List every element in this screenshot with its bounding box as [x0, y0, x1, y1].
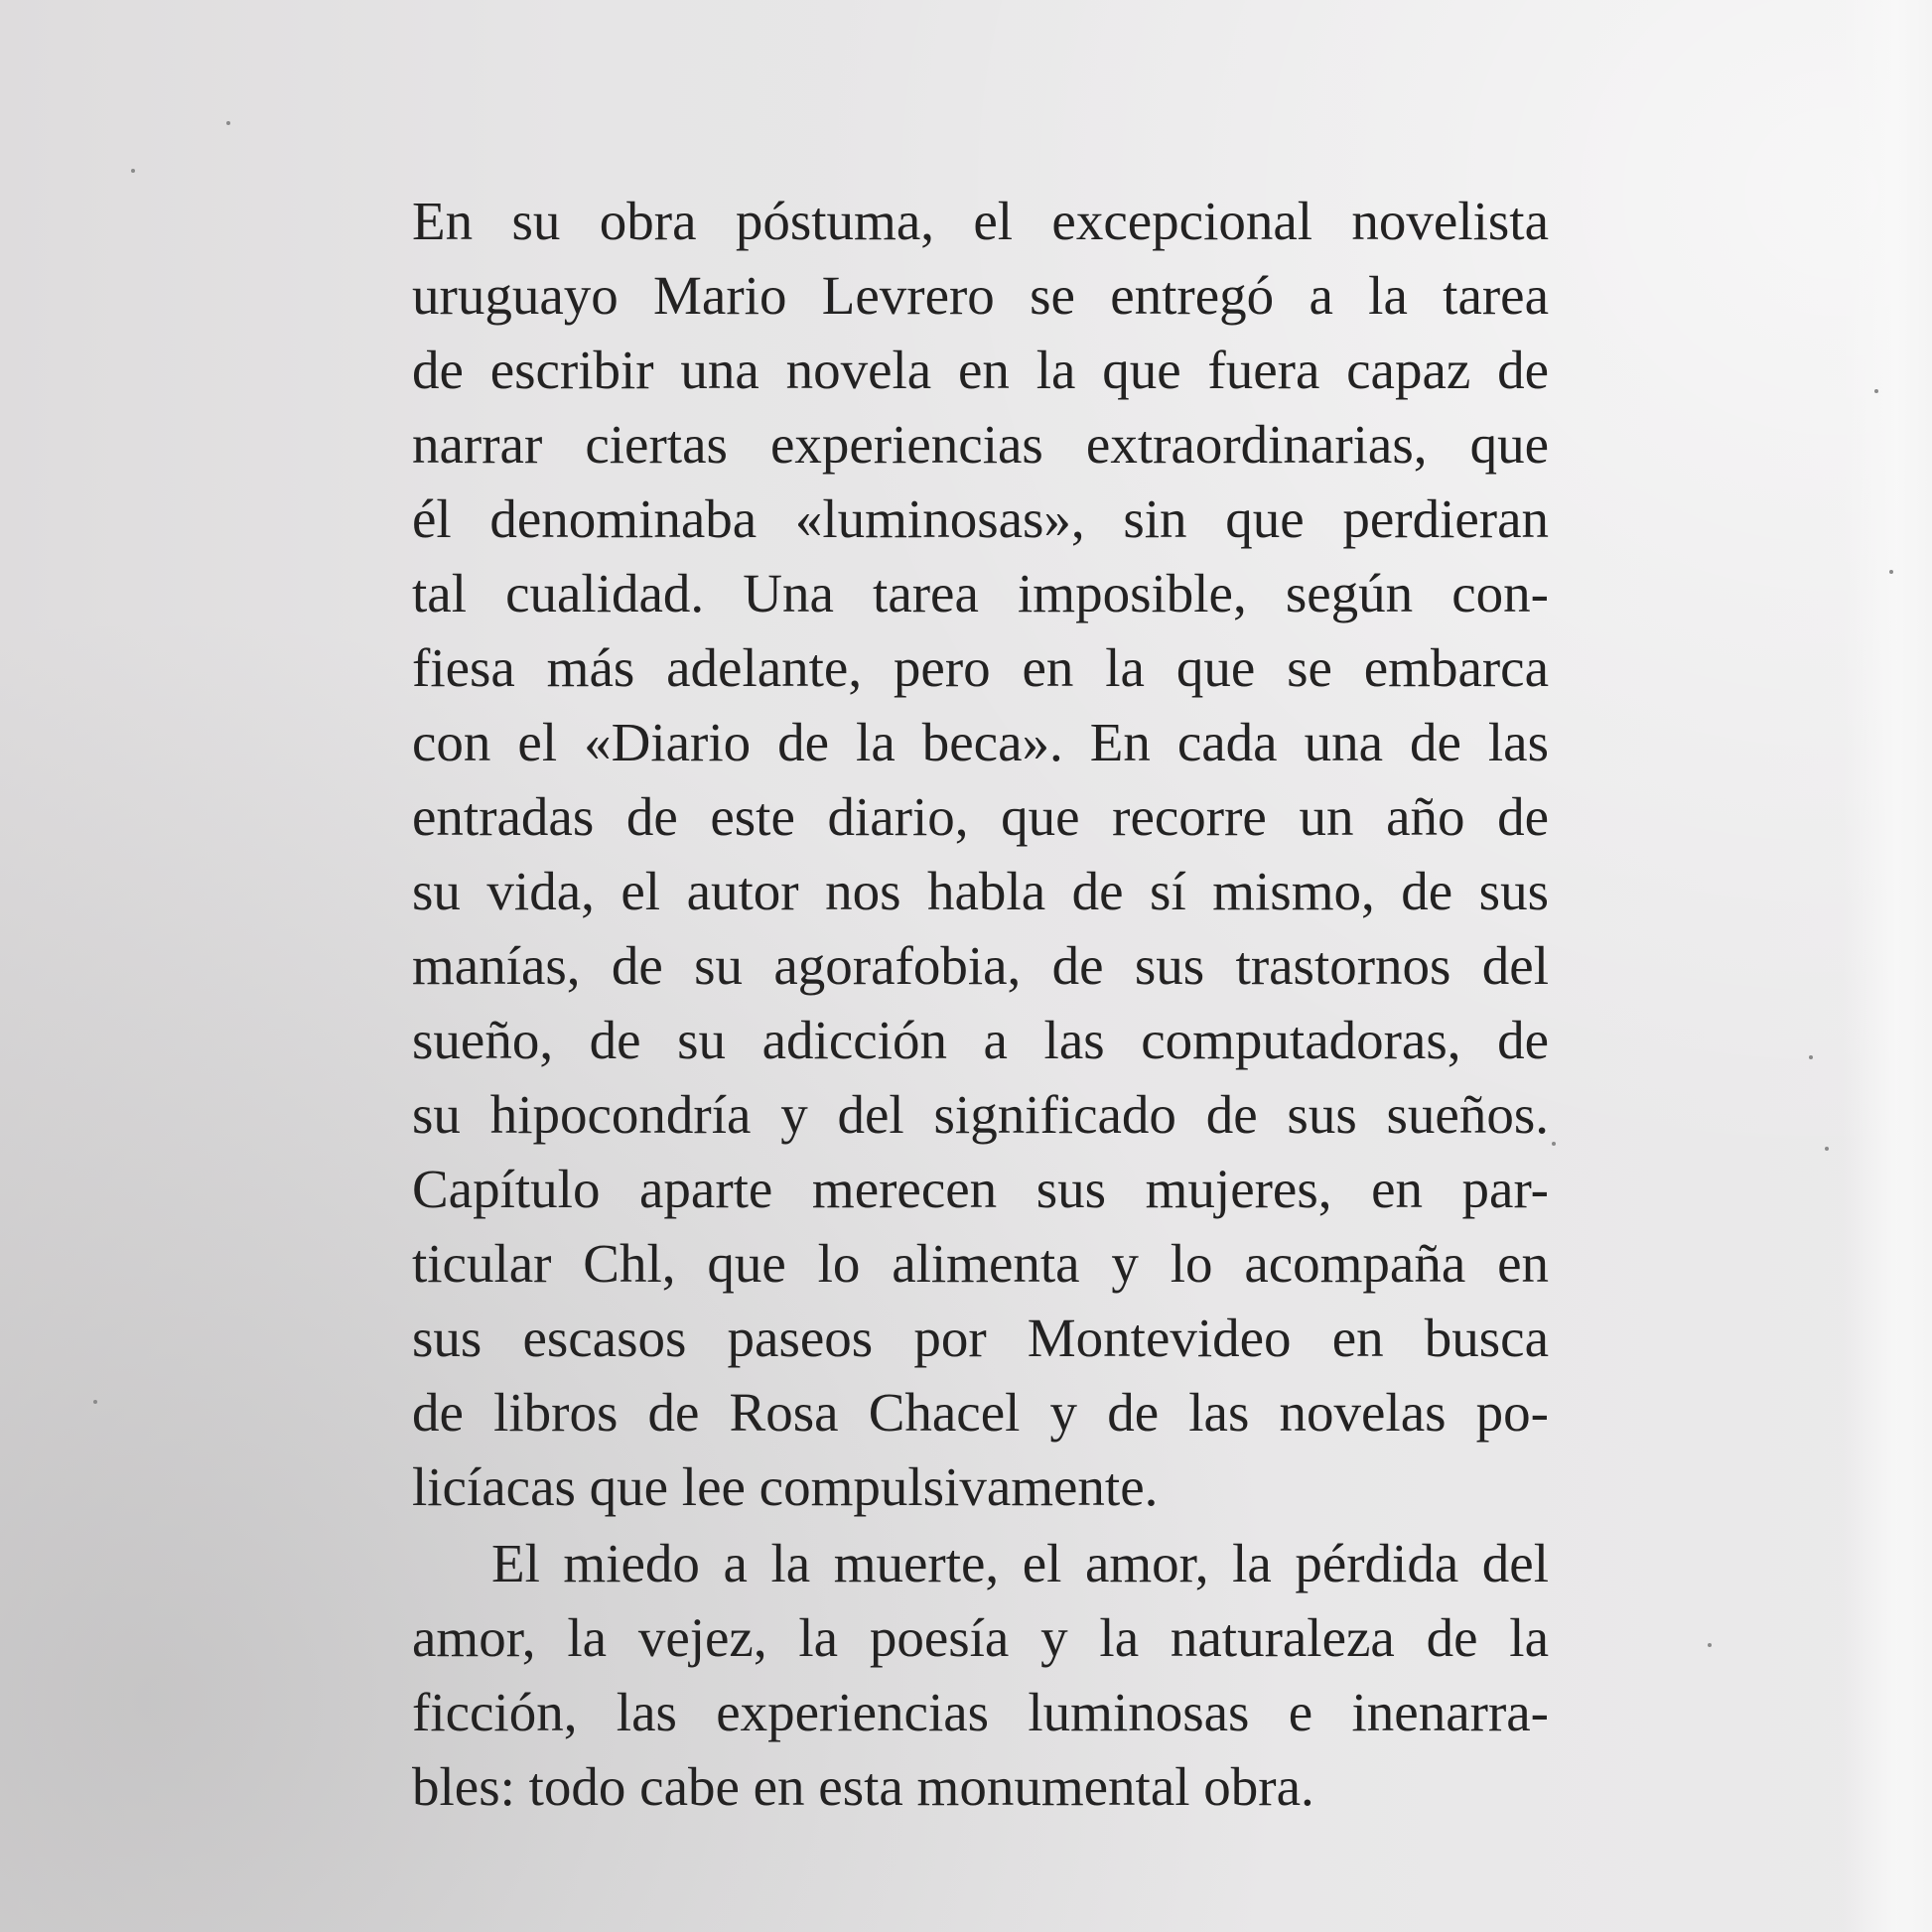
paper-speck [93, 1400, 97, 1404]
paper-speck [131, 169, 135, 173]
text-line: entradas de este diario, que recorre un año de [412, 786, 1549, 847]
paper-speck [1809, 1055, 1813, 1059]
text-line: sueño, de su adicción a las computadoras, de [412, 1010, 1549, 1070]
text-line: ticular Chl, que lo alimenta y lo acompaña en [412, 1233, 1549, 1294]
text-line: El miedo a la muerte, el amor, la pérdida del [491, 1533, 1549, 1593]
text-line: licíacas que lee compulsivamente. [412, 1456, 1159, 1517]
text-line: Capítulo aparte merecen sus mujeres, en par- [412, 1159, 1549, 1219]
text-line: uruguayo Mario Levrero se entregó a la tarea [412, 265, 1549, 326]
book-blurb [412, 184, 1549, 1824]
text-line: tal cualidad. Una tarea imposible, según con- [412, 563, 1549, 623]
paragraph-2 [412, 1526, 1549, 1824]
paper-speck [226, 121, 230, 125]
text-line: ficción, las experiencias luminosas e inenarra- [412, 1682, 1549, 1742]
text-line: su vida, el autor nos habla de sí mismo, de sus [412, 861, 1549, 921]
text-line: bles: todo cabe en esta monumental obra. [412, 1756, 1314, 1817]
text-line: En su obra póstuma, el excepcional novelista [412, 191, 1549, 251]
text-line: con el «Diario de la beca». En cada una de las [412, 712, 1549, 772]
text-line: sus escasos paseos por Montevideo en busca [412, 1308, 1549, 1368]
text-line: de escribir una novela en la que fuera capaz de [412, 340, 1549, 400]
paper-speck [1708, 1643, 1712, 1647]
text-line: fiesa más adelante, pero en la que se embarca [412, 637, 1549, 698]
text-line: manías, de su agorafobia, de sus trastornos del [412, 935, 1549, 996]
text-line: amor, la vejez, la poesía y la naturaleza de la [412, 1607, 1549, 1668]
text-line: narrar ciertas experiencias extraordinarias, que [412, 414, 1549, 475]
text-line: él denominaba «luminosas», sin que perdieran [412, 488, 1549, 549]
text-line: su hipocondría y del significado de sus sueños. [412, 1084, 1549, 1145]
paper-speck [1889, 570, 1893, 574]
paper-speck [1874, 389, 1878, 393]
paper-speck [1552, 1142, 1556, 1146]
paper-speck [1825, 1147, 1829, 1151]
paragraph-1 [412, 184, 1549, 1524]
text-line: de libros de Rosa Chacel y de las novelas po- [412, 1382, 1549, 1443]
page-edge-highlight [1843, 0, 1932, 1932]
